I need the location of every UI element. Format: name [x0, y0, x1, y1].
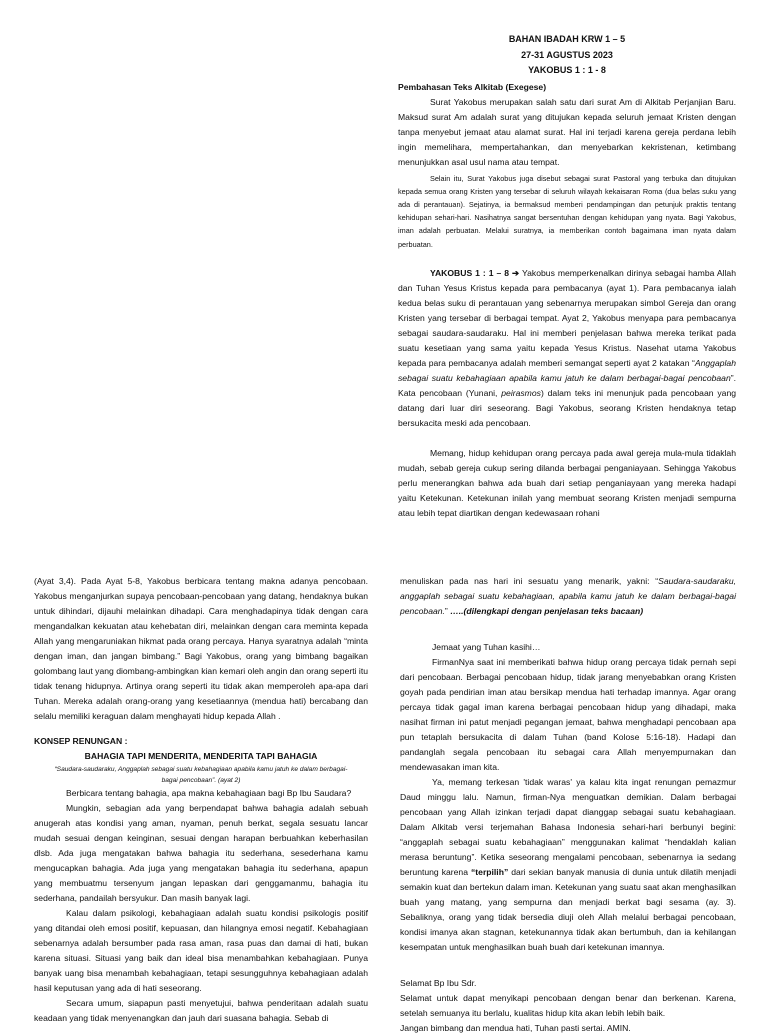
exegese-paragraph-1: Surat Yakobus merupakan salah satu dari surat Am di Alkitab Perjanjian Baru. Maksud surat Am adalah surat yang ditujukan kepada seluruh jemaat Kristen dengan tanpa menyebut jemaat atau alamat surat. Hal ini terjadi karena gereja perdana lebih ingin memelihara, mempertahankan, dan menyebarkan kekristenan, ketimbang menunjukkan asal usul nama atau tempat. — [398, 96, 736, 167]
konsep-title: KONSEP RENUNGAN : — [34, 736, 128, 746]
right-paragraph-1: menuliskan pada nas hari ini sesuatu yang menarik, yakni: “Saudara-saudaraku, anggaplah sebagai suatu kebahagiaan, apabila kamu jatuh ke dalam berbagai-bagai pencobaan.” …..(dilengkapi dengan penjelasan teks bacaan) — [400, 576, 736, 616]
greek-word: peirasmos — [501, 387, 541, 398]
exegese-paragraph-4: Memang, hidup kehidupan orang percaya pada awal gereja mula-mula tidaklah mudah, sebab gereja cukup sering dilanda berbagai penganiayaan. Sehingga Yakobus perlu menerangkan bahwa ada buah dari setiap penganiayaan yang mereka hadapi yaitu Ketekunan. Ketekunan inilah yang membuat seorang Kristen menjadi sempurna atau lebih tepat diartikan dengan kedewasaan rohani — [398, 447, 736, 518]
header-title: BAHAN IBADAH KRW 1 – 5 — [508, 34, 626, 44]
header-passage: YAKOBUS 1 : 1 - 8 — [528, 65, 606, 75]
exegese-paragraph-3: YAKOBUS 1 : 1 – 8 ➔ Yakobus memperkenalkan dirinya sebagai hamba Allah dan Tuhan Yesus Kristus kepada para pembacanya (ayat 1). Para pembacanya ialah kedua belas suku di perantauan yang sebenarnya merupakan simbol Gereja dan orang Kristen yang tersebar di berbagai tempat. Ayat 2, Yakobus menyapa para pembacanya sebagai saudara-saudaraku. Hal ini memberi penjelasan bahwa mereka terikat pada suatu kesetiaan yang sama yaitu kepada Yesus Kristus. Nasehat utama Yakobus kepada para pembacanya adalah memberi semangat seperti ayat 2 katakan “Anggaplah sebagai suatu kebahagiaan apabila kamu jatuh ke dalam berbagai-bagai pencobaan”. Kata pencobaan (Yunani, peirasmos) dalam teks ini menunjuk pada pencobaan yang datang dari luar diri seseorang. Bagi Yakobus, seorang Kristen hendaknya tetap bersukacita meski ada pencobaan. — [398, 267, 736, 428]
greeting: Jemaat yang Tuhan kasihi… — [432, 642, 541, 652]
left-paragraph-4: Kalau dalam psikologi, kebahagiaan adalah suatu kondisi psikologis positif yang ditandai oleh emosi positif, kepuasan, dan hilangnya emosi negatif. Kebahagiaan sebenarnya adalah bersumber pada rasa aman, rasa puas dan damai di hati, bukan karena situasi. Situasi yang baik dan ideal bisa menambahkan kebahagiaan. Punya banyak uang bisa menambah kebahagiaan, tetapi sesungguhnya kebahagiaan adalah hasil keputusan yang ada di hati seseorang. — [34, 908, 368, 993]
closing-line-1: Selamat Bp Ibu Sdr. — [400, 978, 477, 988]
left-paragraph-1: (Ayat 3,4). Pada Ayat 5-8, Yakobus berbicara tentang makna adanya pencobaan. Yakobus menganjurkan supaya pencobaan-pencobaan yang datang, hendaknya bukan untuk dihindari, dijauhi melainkan dihadapi. Cara menghadapinya tidak dengan cara mengandalkan kekuatan atau kehebatan diri, melainkan dengan cara meminta kepada Allah yang mengaruniakan hikmat pada orang percaya. Hanya syaratnya adalah “minta dengan iman, dan jangan bimbang.” Bagi Yakobus, orang yang bimbang bagaikan golombang laut yang diombang-ambingkan kian kemari oleh angin dan orang seperti itu tidak tenang hidupnya. Artinya orang seperti itu tidak akan memperoleh apa-apa dari Tuhan. Mereka adalah orang-orang yang kesetiaannya (mendua hati) bercabang dan selalu memiliki keraguan dalam menghayati hidup kepada Allah . — [34, 576, 368, 721]
left-paragraph-3: Mungkin, sebagian ada yang berpendapat bahwa bahagia adalah sebuah anugerah atas kondisi yang aman, nyaman, penuh berkat, segala sesuatu lancar mudah sesuai dengan keinginan, sesuai dengan harapan berbuahkan keberhasilan dlsb. Ada juga mengatakan bahwa bahagia itu sederhana, sesederhana kamu mengucapkan bahagia. Ada juga yang mengatakan bahagia itu sederhana, apapun yang membuatmu tersenyum jangan lepaskan dari genggamanmu, bahagia itu sederhana, pandailah bersyukur. Dan masih banyak lagi. — [34, 803, 368, 903]
exegese-column — [398, 32, 736, 521]
closing-line-2: Selamat untuk dapat menyikapi pencobaan dengan benar dan berkenan. Karena, setelah semuanya itu berlalu, kualitas hidup kita akan lebih lebih baik. — [400, 993, 736, 1018]
right-column — [400, 574, 736, 1036]
left-paragraph-2: Berbicara tentang bahagia, apa makna kebahagiaan bagi Bp Ibu Saudara? — [66, 788, 352, 798]
right-paragraph-4: Ya, memang terkesan 'tidak waras' ya kalau kita ingat renungan pemazmur Daud minggu lalu. Namun, firman-Nya menguatkan demikian. Dalam berbagai pencobaan yang Allah izinkan terjadi dapat dianggap sebagai suatu kebahagiaan. Dalam Alkitab versi terjemahan Bahasa Indonesia sehari-hari berbunyi begini: “anggaplah sebagai suatu kebahagiaan” menggunakan kalimat “hendaklah kalian merasa beruntung”. Ketika seseorang mengalami pencobaan, sebenarnya ia sedang beruntung karena “terpilih” dari sekian banyak manusia di dunia untuk dilatih menjadi semakin kuat dan bertekun dalam iman. Ketekunan yang suatu saat akan menghasilkan buah yang matang, yang sempurna dan menjadi berkat bagi sesama (ay. 3). Sebaliknya, orang yang tidak bersedia diuji oleh Allah melalui berbagai pencobaan, kondisi imanya akan stagnan, ketekunannya tidak akan bertumbuh, dan ia kehilangan kesempatan untuk menghasilkan buah buah dari ketekunan imannya. — [400, 777, 736, 952]
exegese-title: Pembahasan Teks Alkitab (Exegese) — [398, 81, 547, 92]
konsep-quote: “Saudara-saudaraku, Anggaplah sebagai suatu kebahagiaan apabila kamu jatuh ke dalam berbagai-bagai pencobaan”. (ayat 2) — [54, 766, 348, 784]
terpilih-word: “terpilih” — [471, 867, 509, 877]
right-paragraph-3: FirmanNya saat ini memberikati bahwa hidup orang percaya tidak pernah sepi dari pencobaan. Berbagai pencobaan hidup, tidak jarang menyebabkan orang Kristen goyah pada pendirian iman atau bersikap mendua hati terhadap imannya. Agar orang percaya tidak gagal iman karena berbagai pencobaan hidup yang dihadapi, maka nasihat firman ini patut menjadi pegangan jemaat, bahwa menghadapi pencobaan apa pun tetaplah bersukacita di dalam Tuhan (band Kolose 5:16-18). Hadapi dan pandanglah segala pencobaan itu sebagai cara Allah menyempurnakan dan mendewasakan iman kita. — [400, 657, 736, 772]
left-column — [34, 574, 368, 1026]
verse-quote-2: Saudara-saudaraku, anggaplah sebagai suatu kebahagiaan, apabila kamu jatuh ke dalam berbagai-bagai pencobaan. — [400, 576, 736, 616]
header-date: 27-31 AGUSTUS 2023 — [521, 49, 613, 60]
closing-line-3: Jangan bimbang dan mendua hati, Tuhan pasti sertai. AMIN. — [400, 1023, 631, 1033]
left-paragraph-5: Secara umum, siapapun pasti menyetujui, bahwa penderitaan adalah suatu keadaan yang tidak menyenangkan dan jauh dari suasana bahagia. Sebab di — [34, 998, 368, 1023]
passage-label: YAKOBUS 1 : 1 – 8 ➔ — [430, 267, 520, 278]
verse-quote: Anggaplah sebagai suatu kebahagiaan apabila kamu jatuh ke dalam berbagai-bagai pencobaan — [398, 357, 736, 383]
editor-note: …..(dilengkapi dengan penjelasan teks bacaan) — [450, 606, 644, 616]
konsep-subtitle: BAHAGIA TAPI MENDERITA, MENDERITA TAPI BAHAGIA — [84, 751, 318, 761]
exegese-paragraph-2: Selain itu, Surat Yakobus juga disebut sebagai surat Pastoral yang terbuka dan ditujukan kepada semua orang Kristen yang tersebar di seluruh wilayah kekaisaran Roma (dua belas suku yang ada di perantauan). Sejatinya, ia bermaksud memberi pendampingan dan petunjuk praktis tentang kehidupan sehari-hari. Nasihatnya sangat bersentuhan dengan kehidupan yang nyata. Bagi Yakobus, iman adalah perbuatan. Melalui suratnya, ia memberikan contoh bagaimana iman nyata dalam perbuatan. — [398, 173, 736, 249]
